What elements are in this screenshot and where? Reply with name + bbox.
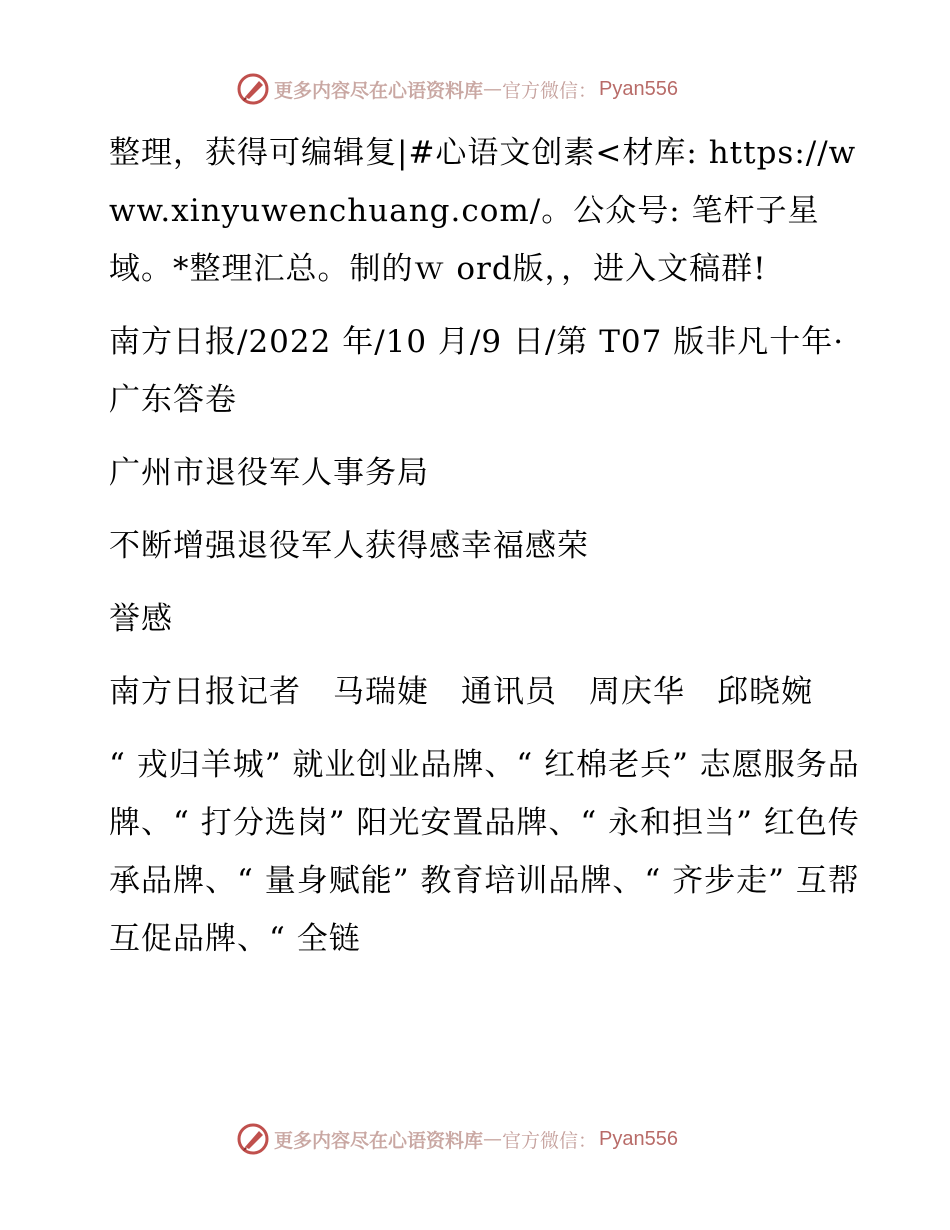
watermark-dash: — <box>483 1128 503 1150</box>
watermark-sub-text: 官方微信： <box>502 1129 598 1152</box>
article-title-line1: 不断增强退役军人获得感幸福感荣 <box>109 528 589 564</box>
watermark-wechat-id: Pyan556 <box>599 1127 678 1150</box>
header-watermark <box>236 72 678 106</box>
article-title-line2: 誉感 <box>109 601 173 637</box>
org-name: 广州市退役军人事务局 <box>109 455 429 491</box>
byline: 南方日报记者 马瑞婕 通讯员 周庆华 邱晓婉 <box>109 674 813 710</box>
body-paragraph: “ 戎归羊城” 就业创业品牌、“ 红棉老兵” 志愿服务品牌、“ 打分选岗” 阳光安置品牌、“ 永和担当” 红色传承品牌、“ 量身赋能” 教育培训品牌、“ 齐步走” 互帮互促品牌、“ 全链 <box>109 747 860 957</box>
watermark-dash: — <box>483 78 503 100</box>
watermark-wechat-id: Pyan556 <box>599 77 678 100</box>
document-body <box>97 124 877 983</box>
watermark-main-text: 更多内容尽在心语资料库 <box>274 79 484 102</box>
watermark-main-text: 更多内容尽在心语资料库 <box>274 1129 484 1152</box>
intro-paragraph: 整理，获得可编辑复|#心语文创素<材库: https://www.xinyuwenchuang.com/。公众号: 笔杆子星域。*整理汇总。制的ｗ ord版，，进入文稿群! <box>109 135 857 287</box>
pen-logo-icon <box>236 1122 270 1156</box>
source-line: 南方日报/2022 年/10 月/9 日/第 T07 版非凡十年· 广东答卷 <box>109 324 845 418</box>
pen-logo-icon <box>236 72 270 106</box>
watermark-sub-text: 官方微信： <box>502 79 598 102</box>
footer-watermark <box>236 1122 678 1156</box>
